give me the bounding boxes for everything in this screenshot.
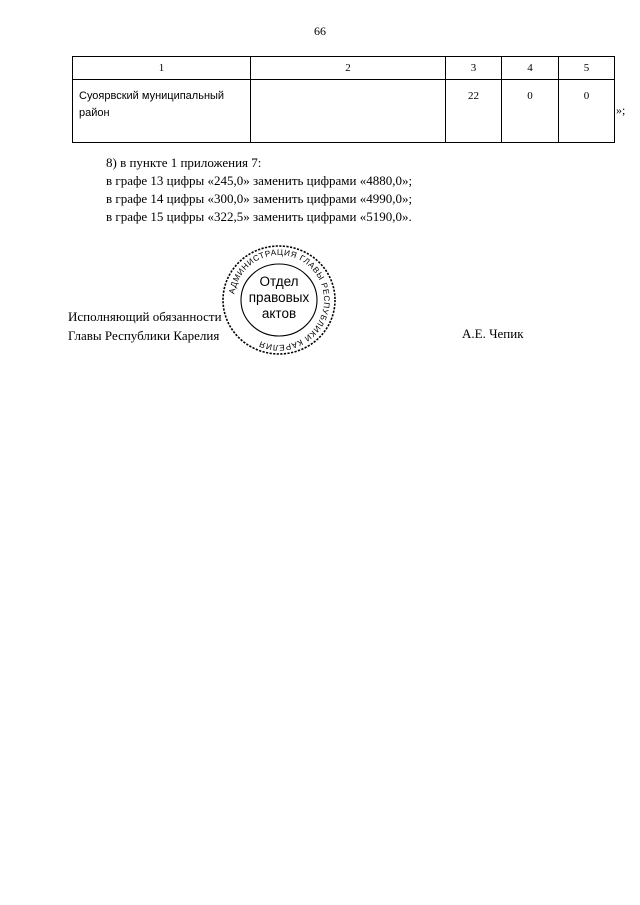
column-header: 4: [502, 57, 559, 80]
closing-quote: »;: [616, 103, 626, 117]
amendment-line: в графе 13 цифры «245,0» заменить цифрами «4880,0»;: [106, 173, 413, 188]
amendment-intro: 8) в пункте 1 приложения 7:: [106, 155, 262, 170]
district-name-cell: Суоярвский муниципальный район: [73, 80, 251, 143]
page-number: 66: [314, 24, 326, 38]
column-header: 5: [559, 57, 615, 80]
column-header: 1: [73, 57, 251, 80]
amendment-block: [106, 154, 412, 226]
signatory-name: А.Е. Чепик: [462, 326, 524, 341]
table-cell-empty: [251, 80, 446, 143]
table-header-row: [73, 57, 615, 80]
official-stamp: [221, 244, 337, 356]
signatory-title-line: Исполняющий обязанности: [68, 309, 222, 324]
signatory-title: [68, 307, 222, 345]
table-cell-value: 0: [502, 80, 559, 143]
amendment-line: в графе 15 цифры «322,5» заменить цифрами «5190,0».: [106, 209, 412, 224]
amendment-line: в графе 14 цифры «300,0» заменить цифрами «4990,0»;: [106, 191, 413, 206]
stamp-text-line: Отдел: [259, 274, 299, 289]
column-header: 2: [251, 57, 446, 80]
signatory-title-line: Главы Республики Карелия: [68, 328, 220, 343]
stamp-text-line: правовых: [248, 290, 310, 305]
table-cell-value: 22: [446, 80, 502, 143]
column-header: 3: [446, 57, 502, 80]
table-row: [73, 80, 615, 143]
stamp-text-line: актов: [261, 306, 297, 321]
stamp-ring-text: АДМИНИСТРАЦИЯ ГЛАВЫ РЕСПУБЛИКИ КАРЕЛИЯ: [227, 247, 332, 353]
budget-table: [72, 56, 615, 143]
table-cell-value: 0: [559, 80, 615, 143]
